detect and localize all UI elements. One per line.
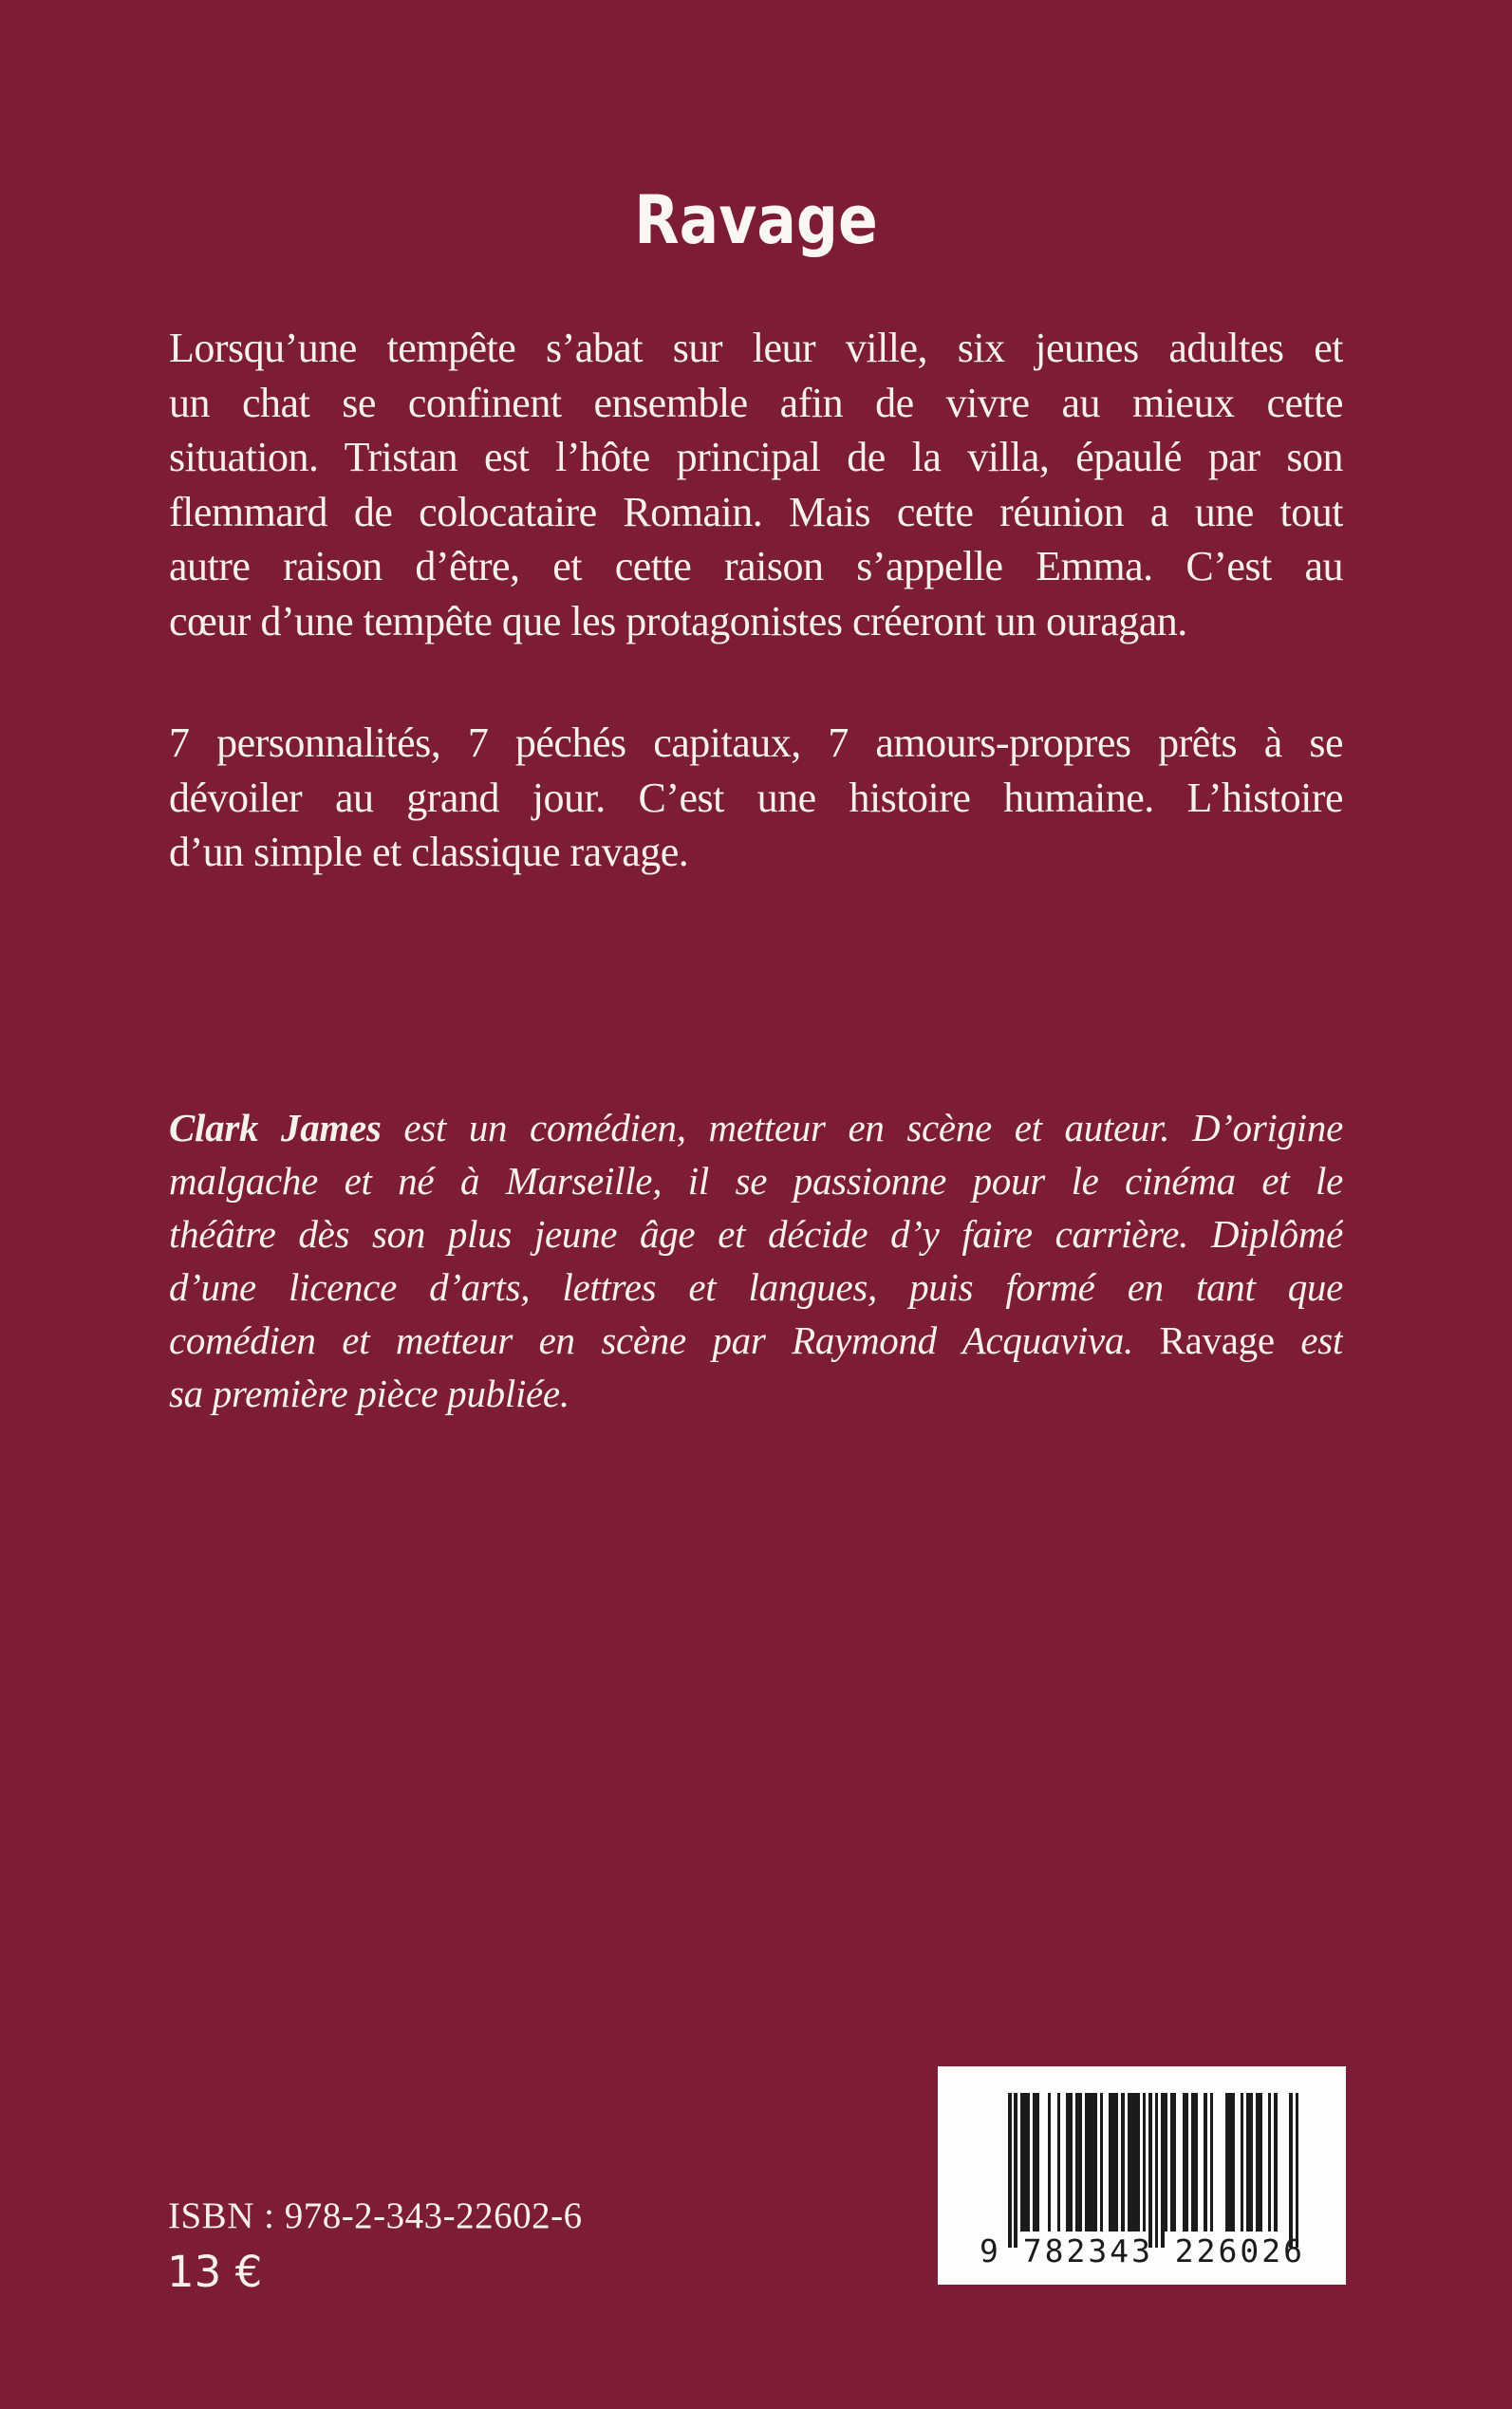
- text-segment: Lorsqu’une tempête s’abat sur leur ville, six jeunes adultes et: [169, 325, 1343, 371]
- text-segment: autre raison d’être, et cette raison s’appelle Emma. C’est au: [169, 543, 1343, 590]
- text-segment: sa première pièce publiée.: [169, 1372, 569, 1415]
- barcode-bar: [1136, 2093, 1140, 2232]
- text-segment: un chat se confinent ensemble afin de vivre au mieux cette: [169, 379, 1343, 426]
- text-segment: théâtre dès son plus jeune âge et décide d’y faire carrière. Diplômé: [169, 1212, 1343, 1256]
- barcode-bar: [1155, 2093, 1159, 2248]
- text-line: [169, 485, 1343, 540]
- barcode: [938, 2066, 1346, 2285]
- text-line: [169, 771, 1343, 826]
- text-line: [169, 1367, 1343, 1420]
- barcode-bar: [1036, 2093, 1039, 2232]
- text-line: [169, 1207, 1343, 1261]
- barcode-bar: [1249, 2093, 1253, 2232]
- text-line: [169, 1101, 1343, 1154]
- barcode-bar: [1078, 2093, 1082, 2232]
- barcode-bar: [1173, 2093, 1177, 2232]
- text-segment: situation. Tristan est l’hôte principal de la villa, épaulé par son: [169, 434, 1343, 481]
- barcode-bar: [1121, 2093, 1125, 2232]
- barcode-bars: [1008, 2093, 1298, 2250]
- barcode-bar: [1231, 2093, 1235, 2232]
- barcode-bar: [1164, 2093, 1167, 2232]
- text-segment: comédien et metteur en scène par Raymond Acquaviva.: [169, 1318, 1160, 1362]
- barcode-bar: [1194, 2093, 1198, 2232]
- barcode-bar: [1241, 2093, 1244, 2232]
- text-line: [169, 1154, 1343, 1207]
- barcode-bar: [1069, 2093, 1073, 2232]
- barcode-bar: [1100, 2093, 1104, 2232]
- text-segment: d’un simple et classique ravage.: [169, 829, 689, 876]
- barcode-bar: [1008, 2093, 1012, 2248]
- text-line: [169, 1261, 1343, 1314]
- price-label: 13 €: [167, 2247, 263, 2297]
- text-segment: cœur d’une tempête que les protagonistes créeront un ouragan.: [169, 597, 1187, 644]
- text-segment: flemmard de colocataire Romain. Mais cette réunion a une tout: [169, 488, 1343, 535]
- text-line: [169, 376, 1343, 431]
- barcode-bar: [1148, 2093, 1152, 2248]
- text-line: [169, 594, 1343, 649]
- synopsis-paragraph-1: [169, 321, 1343, 649]
- text-segment: malgache et né à Marseille, il se passionne pour le cinéma et le: [169, 1159, 1343, 1203]
- text-line: [169, 716, 1343, 771]
- barcode-bar: [1274, 2093, 1278, 2232]
- barcode-bar: [1115, 2093, 1119, 2232]
- text-line: [169, 1314, 1343, 1367]
- synopsis-paragraph-2: [169, 716, 1343, 880]
- barcode-bar: [1057, 2093, 1061, 2232]
- barcode-digits: 9 782343 226026: [980, 2232, 1306, 2269]
- text-line: [169, 321, 1343, 376]
- barcode-bar: [1143, 2093, 1147, 2232]
- barcode-bar: [1026, 2093, 1030, 2232]
- isbn-label: ISBN : 978-2-343-22602-6: [168, 2195, 583, 2236]
- barcode-bar: [1185, 2093, 1189, 2232]
- barcode-bar: [1204, 2093, 1207, 2232]
- text-segment: Ravage: [1159, 1318, 1275, 1362]
- text-line: [169, 539, 1343, 594]
- barcode-bar: [1296, 2093, 1299, 2248]
- text-segment: d’une licence d’arts, lettres et langues, puis formé en tant que: [169, 1265, 1343, 1309]
- barcode-bar: [1093, 2093, 1097, 2232]
- barcode-bar: [1048, 2093, 1052, 2232]
- text-segment: dévoiler au grand jour. C’est une histoire humaine. L’histoire: [169, 774, 1343, 821]
- barcode-bar: [1289, 2093, 1293, 2248]
- barcode-bar: [1259, 2093, 1262, 2232]
- book-title: Ravage: [634, 180, 878, 259]
- barcode-bar: [1210, 2093, 1214, 2232]
- barcode-bar: [1014, 2093, 1017, 2248]
- barcode-bar: [1268, 2093, 1272, 2232]
- text-segment: Clark James: [169, 1106, 382, 1149]
- text-line: [169, 825, 1343, 880]
- text-segment: 7 personnalités, 7 péchés capitaux, 7 amours-propres prêts à se: [169, 719, 1343, 766]
- author-bio-paragraph: [169, 1101, 1343, 1420]
- text-segment: est: [1274, 1318, 1343, 1362]
- text-line: [169, 430, 1343, 485]
- text-segment: est un comédien, metteur en scène et auteur. D’origine: [381, 1106, 1343, 1149]
